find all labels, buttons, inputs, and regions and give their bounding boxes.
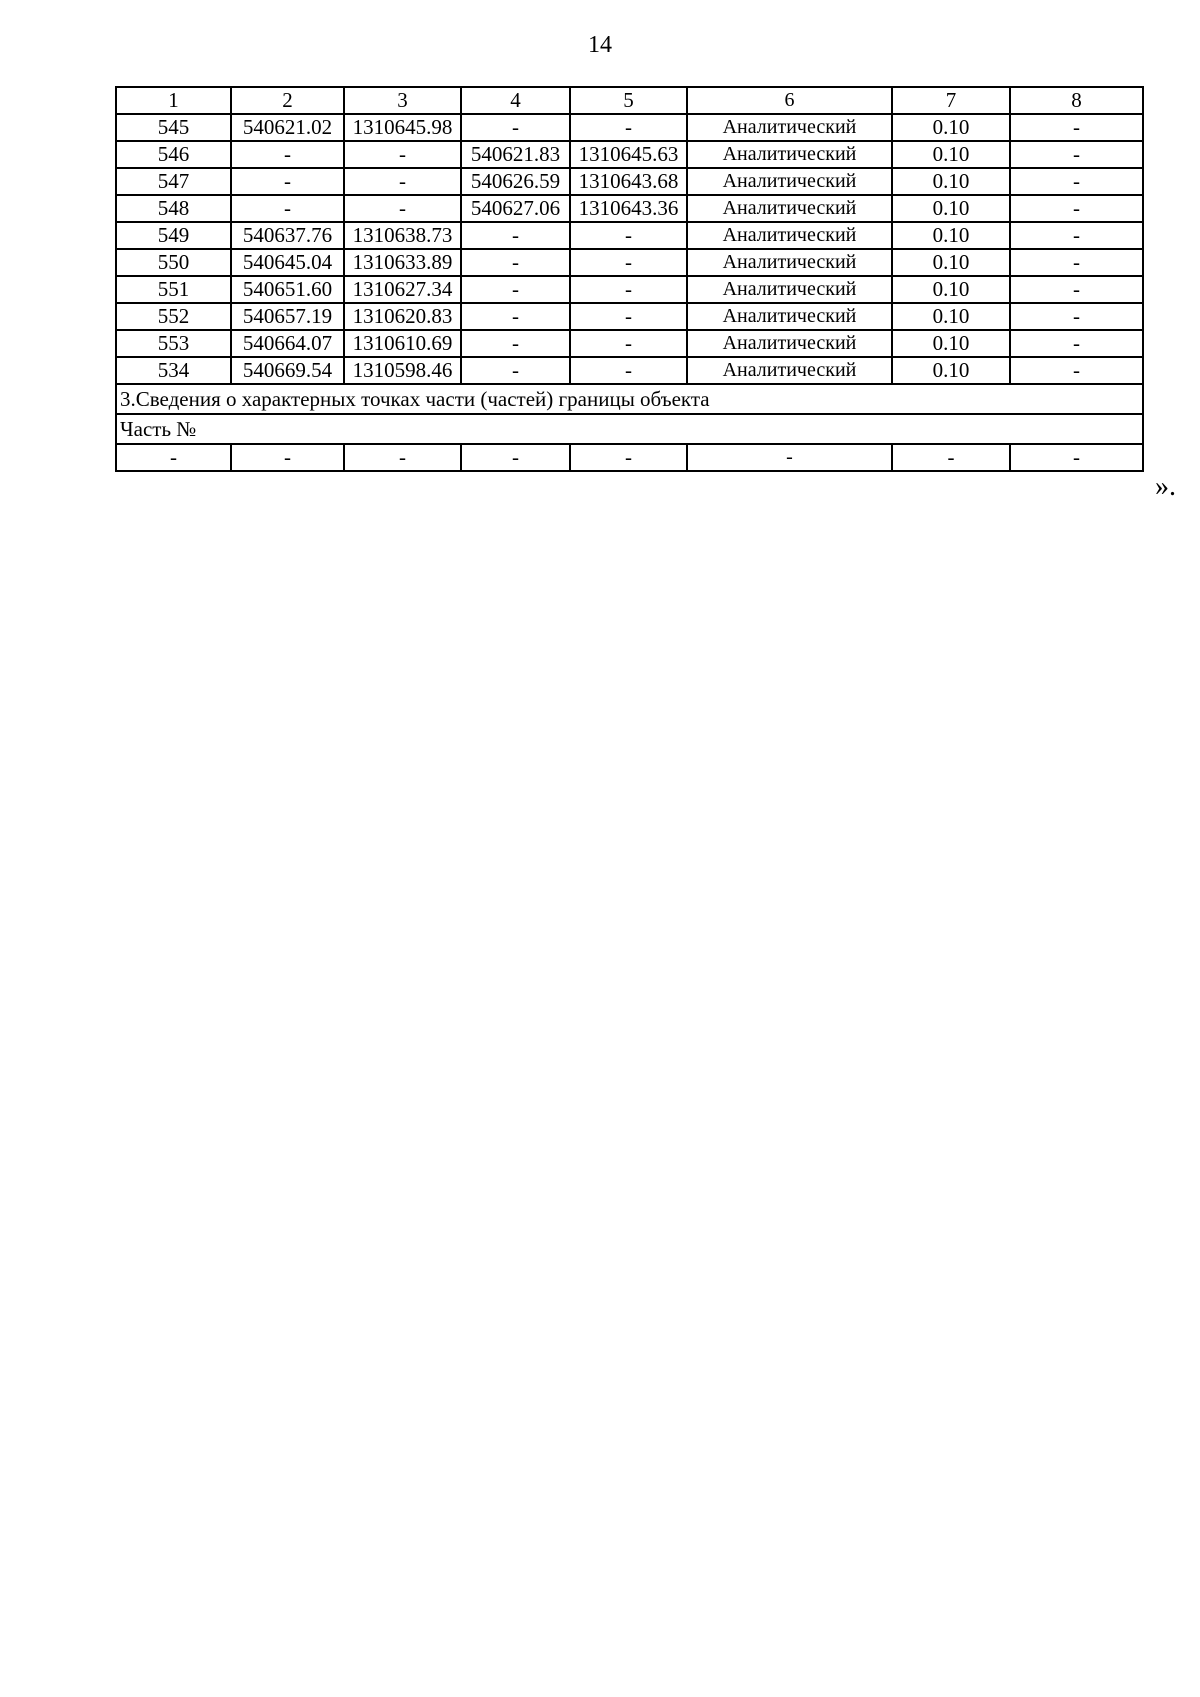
part-label: Часть №	[116, 414, 1143, 444]
table-cell-col8: -	[1010, 249, 1143, 276]
table-cell-col2: 540645.04	[231, 249, 344, 276]
table-cell-col8: -	[1010, 141, 1143, 168]
table-cell-col6: Аналитический	[687, 249, 892, 276]
table-cell-col6: Аналитический	[687, 141, 892, 168]
table-cell-col6: Аналитический	[687, 195, 892, 222]
table-cell-col8: -	[1010, 222, 1143, 249]
table-cell-col3: -	[344, 141, 461, 168]
table-cell-col1: 549	[116, 222, 231, 249]
part-label-row	[116, 414, 1143, 444]
table-cell-col1: 553	[116, 330, 231, 357]
table-cell-col8: 8	[1010, 87, 1143, 114]
table-cell-col3: 1310620.83	[344, 303, 461, 330]
table-row	[116, 249, 1143, 276]
table-row	[116, 357, 1143, 384]
table-row	[116, 276, 1143, 303]
table-cell-col1: -	[116, 444, 231, 471]
table-row	[116, 141, 1143, 168]
table-cell-col4: 540626.59	[461, 168, 570, 195]
table-cell-col7: -	[892, 444, 1010, 471]
coordinates-table-container	[115, 86, 1142, 472]
table-cell-col7: 0.10	[892, 141, 1010, 168]
table-cell-col2: -	[231, 168, 344, 195]
table-cell-col8: -	[1010, 330, 1143, 357]
table-cell-col7: 0.10	[892, 357, 1010, 384]
table-cell-col3: -	[344, 168, 461, 195]
table-cell-col8: -	[1010, 303, 1143, 330]
table-row	[116, 330, 1143, 357]
table-cell-col1: 550	[116, 249, 231, 276]
table-cell-col1: 547	[116, 168, 231, 195]
table-row	[116, 222, 1143, 249]
table-cell-col4: 540621.83	[461, 141, 570, 168]
table-cell-col4: 4	[461, 87, 570, 114]
table-cell-col3: -	[344, 444, 461, 471]
table-cell-col2: 540669.54	[231, 357, 344, 384]
table-cell-col5: 1310645.63	[570, 141, 687, 168]
table-cell-col4: -	[461, 444, 570, 471]
table-cell-col5: 1310643.68	[570, 168, 687, 195]
table-cell-col6: Аналитический	[687, 330, 892, 357]
table-cell-col3: 1310627.34	[344, 276, 461, 303]
table-cell-col6: -	[687, 444, 892, 471]
table-cell-col8: -	[1010, 357, 1143, 384]
table-cell-col4: -	[461, 222, 570, 249]
table-cell-col1: 551	[116, 276, 231, 303]
table-cell-col6: Аналитический	[687, 168, 892, 195]
table-cell-col3: 1310638.73	[344, 222, 461, 249]
table-cell-col7: 0.10	[892, 330, 1010, 357]
table-cell-col2: 540651.60	[231, 276, 344, 303]
table-cell-col4: 540627.06	[461, 195, 570, 222]
table-cell-col6: 6	[687, 87, 892, 114]
table-cell-col5: -	[570, 276, 687, 303]
table-cell-col2: 2	[231, 87, 344, 114]
closing-quote: ».	[1155, 471, 1176, 502]
table-cell-col7: 0.10	[892, 222, 1010, 249]
table-cell-col7: 0.10	[892, 249, 1010, 276]
table-cell-col4: -	[461, 357, 570, 384]
table-cell-col8: -	[1010, 114, 1143, 141]
table-cell-col8: -	[1010, 444, 1143, 471]
table-cell-col2: -	[231, 195, 344, 222]
table-cell-col1: 552	[116, 303, 231, 330]
table-cell-col2: 540657.19	[231, 303, 344, 330]
table-cell-col2: -	[231, 141, 344, 168]
table-cell-col7: 0.10	[892, 303, 1010, 330]
table-cell-col4: -	[461, 330, 570, 357]
table-cell-col3: 1310598.46	[344, 357, 461, 384]
section-title: 3.Сведения о характерных точках части (частей) границы объекта	[116, 384, 1143, 414]
table-cell-col2: 540621.02	[231, 114, 344, 141]
table-cell-col6: Аналитический	[687, 114, 892, 141]
table-row	[116, 303, 1143, 330]
table-cell-col1: 546	[116, 141, 231, 168]
table-row	[116, 114, 1143, 141]
table-cell-col5: -	[570, 330, 687, 357]
table-cell-col7: 0.10	[892, 168, 1010, 195]
table-cell-col8: -	[1010, 168, 1143, 195]
table-row-empty	[116, 444, 1143, 471]
table-cell-col1: 548	[116, 195, 231, 222]
table-cell-col3: 1310610.69	[344, 330, 461, 357]
table-cell-col8: -	[1010, 195, 1143, 222]
table-cell-col3: 3	[344, 87, 461, 114]
table-cell-col7: 0.10	[892, 195, 1010, 222]
table-cell-col6: Аналитический	[687, 222, 892, 249]
table-cell-col5: 5	[570, 87, 687, 114]
table-cell-col5: 1310643.36	[570, 195, 687, 222]
table-cell-col8: -	[1010, 276, 1143, 303]
table-cell-col5: -	[570, 357, 687, 384]
table-cell-col6: Аналитический	[687, 357, 892, 384]
table-cell-col1: 1	[116, 87, 231, 114]
table-row	[116, 195, 1143, 222]
table-cell-col6: Аналитический	[687, 276, 892, 303]
table-row	[116, 168, 1143, 195]
table-cell-col3: 1310645.98	[344, 114, 461, 141]
table-cell-col5: -	[570, 444, 687, 471]
table-cell-col3: 1310633.89	[344, 249, 461, 276]
table-cell-col4: -	[461, 114, 570, 141]
table-cell-col2: 540664.07	[231, 330, 344, 357]
table-cell-col5: -	[570, 114, 687, 141]
coordinates-table	[115, 86, 1144, 472]
table-cell-col3: -	[344, 195, 461, 222]
table-cell-col2: 540637.76	[231, 222, 344, 249]
table-cell-col6: Аналитический	[687, 303, 892, 330]
table-cell-col5: -	[570, 222, 687, 249]
table-cell-col4: -	[461, 303, 570, 330]
table-cell-col7: 0.10	[892, 276, 1010, 303]
table-cell-col4: -	[461, 249, 570, 276]
table-cell-col7: 7	[892, 87, 1010, 114]
table-cell-col5: -	[570, 303, 687, 330]
table-cell-col1: 534	[116, 357, 231, 384]
page-number: 14	[588, 32, 612, 58]
table-cell-col2: -	[231, 444, 344, 471]
table-cell-col5: -	[570, 249, 687, 276]
table-cell-col1: 545	[116, 114, 231, 141]
section-title-row	[116, 384, 1143, 414]
table-cell-col7: 0.10	[892, 114, 1010, 141]
table-header-row	[116, 87, 1143, 114]
table-cell-col4: -	[461, 276, 570, 303]
